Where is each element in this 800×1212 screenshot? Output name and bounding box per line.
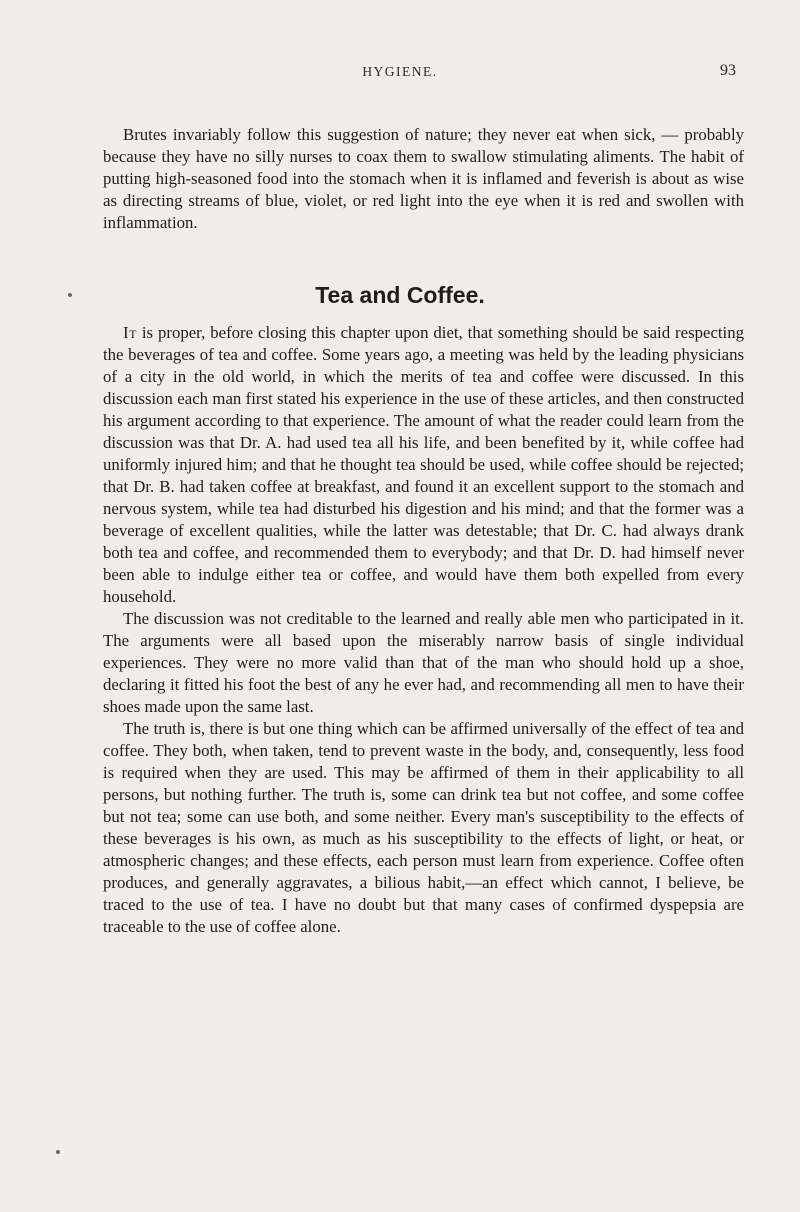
running-title: HYGIENE. [362, 64, 438, 79]
paragraph [103, 322, 744, 608]
paragraph: The truth is, there is but one thing which can be affirmed universally of the effect of tea and coffee. They both, when taken, tend to prevent waste in the body, and, consequently, less food is required when they are used. This may be affirmed of them in their applicability to all persons, but nothing further. The truth is, some can drink tea but not coffee, and some coffee but not tea; some can use both, and some neither. Every man's susceptibility to the effects of these beverages is his own, as much as his susceptibility to the effects of light, or heat, or atmospheric changes; and these effects, each person must learn from experience. Coffee often produces, and generally aggravates, a bilious habit,—an effect which cannot, I believe, be traced to the use of tea. I have no doubt but that many cases of confirmed dyspepsia are traceable to the use of coffee alone. [103, 719, 744, 936]
page-number: 93 [720, 62, 736, 79]
paragraph: Brutes invariably follow this suggestion of nature; they never eat when sick, — probably because they have no silly nurses to coax them to swallow stimulating aliments. The habit of putting high-seasoned food into the stomach when it is inflamed and feverish is about as wise as directing streams of blue, violet, or red light into the eye when it is red and swollen with inflammation. [103, 125, 744, 232]
section-body [103, 322, 744, 938]
page-speck [56, 1150, 60, 1154]
page-speck [68, 293, 72, 297]
running-head [0, 64, 800, 88]
section-heading: Tea and Coffee. [315, 282, 485, 308]
opening-text [103, 124, 744, 234]
paragraph: The discussion was not creditable to the learned and really able men who participated in it. The arguments were all based upon the miserably narrow basis of single individual experiences. They were no more valid than that of the man who should hold up a shoe, declaring it fitted his foot the best of any he ever had, and recommending all men to have their shoes made upon the same last. [103, 609, 744, 716]
first-word: It [123, 323, 137, 342]
paragraph-text: is proper, before closing this chapter upon diet, that something should be said respecting the beverages of tea and coffee. Some years ago, a meeting was held by the leading physicians of a city in the old world, in which the merits of tea and coffee were discussed. In this discussion each man first stated his experience in the use of these articles, and then constructed his argument according to that experience. The amount of what the reader could learn from the discussion was that Dr. A. had used tea all his life, and been benefited by it, while coffee had uniformly injured him; and that he thought tea should be used, while coffee should be rejected; that Dr. B. had taken coffee at breakfast, and found it an excellent support to the stomach and nervous system, while tea had disturbed his digestion and his mind; and that the former was a beverage of excellent qualities, while the latter was detestable; that Dr. C. had always drank both tea and coffee, and recommended them to everybody; and that Dr. D. had himself never been able to indulge either tea or coffee, and would have them both expelled from every household. [103, 323, 744, 606]
